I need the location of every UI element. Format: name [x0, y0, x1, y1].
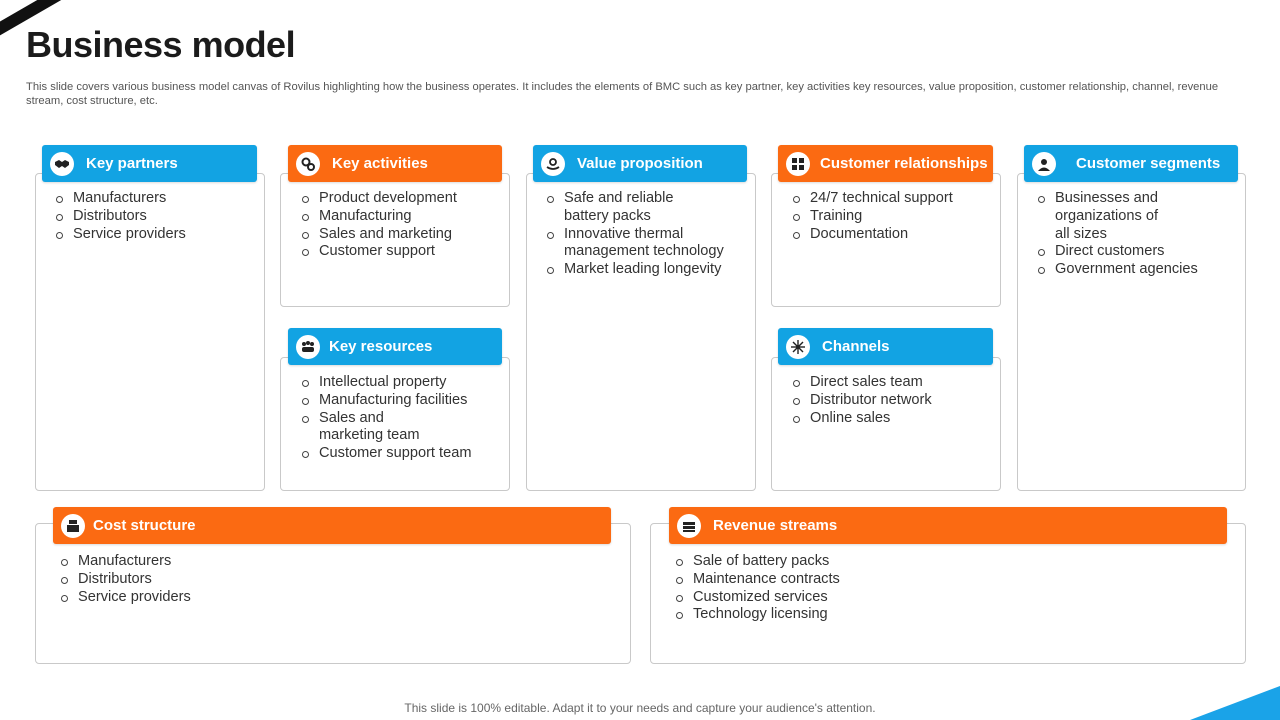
revenue-streams-list	[674, 553, 1074, 624]
list-item: Maintenance contracts	[674, 571, 1074, 589]
list-item: Service providers	[59, 589, 459, 607]
list-item: Distributors	[59, 571, 459, 589]
list-item: Customer support	[300, 243, 505, 261]
key-resources-label: Key resources	[329, 338, 433, 355]
customer-relationships-label: Customer relationships	[820, 155, 988, 172]
gears-icon	[296, 152, 320, 176]
list-item: Manufacturing	[300, 208, 505, 226]
list-item: 24/7 technical support	[791, 190, 996, 208]
customer-relationships-list	[791, 190, 996, 243]
list-item: Documentation	[791, 226, 996, 244]
key-activities-label: Key activities	[332, 155, 428, 172]
value-proposition-header	[533, 145, 747, 182]
handshake-icon	[50, 152, 74, 176]
grid-icon	[786, 152, 810, 176]
cost-structure-header	[53, 507, 611, 544]
cost-structure-list	[59, 553, 459, 606]
channels-header	[778, 328, 993, 365]
list-item: Training	[791, 208, 996, 226]
list-item: Businesses and organizations of all sizes	[1036, 190, 1241, 243]
key-partners-header	[42, 145, 257, 182]
page-title: Business model	[26, 24, 296, 65]
page-subtitle: This slide covers various business model canvas of Rovilus highlighting how the business operates. It includes the elements of BMC such as key partner, key activities key resources, value proposition, customer relationship, channel, revenue stream, cost structure, etc.	[26, 81, 1219, 107]
revenue-streams-header	[669, 507, 1227, 544]
list-item: Manufacturers	[59, 553, 459, 571]
list-item: Direct customers	[1036, 243, 1241, 261]
value-proposition-list	[545, 190, 753, 279]
list-item: Manufacturers	[54, 190, 259, 208]
list-item: Government agencies	[1036, 261, 1241, 279]
channels-label: Channels	[822, 338, 890, 355]
customer-relationships-header	[778, 145, 993, 182]
cost-structure-label: Cost structure	[93, 517, 196, 534]
key-partners-label: Key partners	[86, 155, 178, 172]
key-partners-list	[54, 190, 259, 243]
customer-target-icon	[1032, 152, 1056, 176]
key-activities-list	[300, 190, 505, 261]
list-item: Intellectual property	[300, 374, 505, 392]
list-item: Online sales	[791, 410, 996, 428]
customer-segments-header	[1024, 145, 1238, 182]
list-item: Customized services	[674, 589, 1074, 607]
list-item: Customer support team	[300, 445, 505, 463]
list-item: Technology licensing	[674, 606, 1074, 624]
list-item: Market leading longevity	[545, 261, 753, 279]
key-resources-list	[300, 374, 505, 463]
list-item: Sale of battery packs	[674, 553, 1074, 571]
list-item: Innovative thermal management technology	[545, 226, 753, 262]
money-stack-icon	[677, 514, 701, 538]
list-item: Distributor network	[791, 392, 996, 410]
network-icon	[786, 335, 810, 359]
list-item: Direct sales team	[791, 374, 996, 392]
list-item: Service providers	[54, 226, 259, 244]
list-item: Safe and reliable battery packs	[545, 190, 753, 226]
value-hand-icon	[541, 152, 565, 176]
revenue-streams-label: Revenue streams	[713, 517, 838, 534]
customer-segments-list	[1036, 190, 1241, 279]
key-resources-header	[288, 328, 502, 365]
list-item: Sales and marketing	[300, 226, 505, 244]
cash-register-icon	[61, 514, 85, 538]
list-item: Product development	[300, 190, 505, 208]
customer-segments-label: Customer segments	[1076, 155, 1221, 172]
list-item: Manufacturing facilities	[300, 392, 505, 410]
key-activities-header	[288, 145, 502, 182]
channels-list	[791, 374, 996, 427]
list-item: Distributors	[54, 208, 259, 226]
value-proposition-label: Value proposition	[577, 155, 703, 172]
footer-note: This slide is 100% editable. Adapt it to your needs and capture your audience's attention.	[404, 701, 876, 715]
list-item: Sales and marketing team	[300, 410, 505, 446]
team-icon	[296, 335, 320, 359]
